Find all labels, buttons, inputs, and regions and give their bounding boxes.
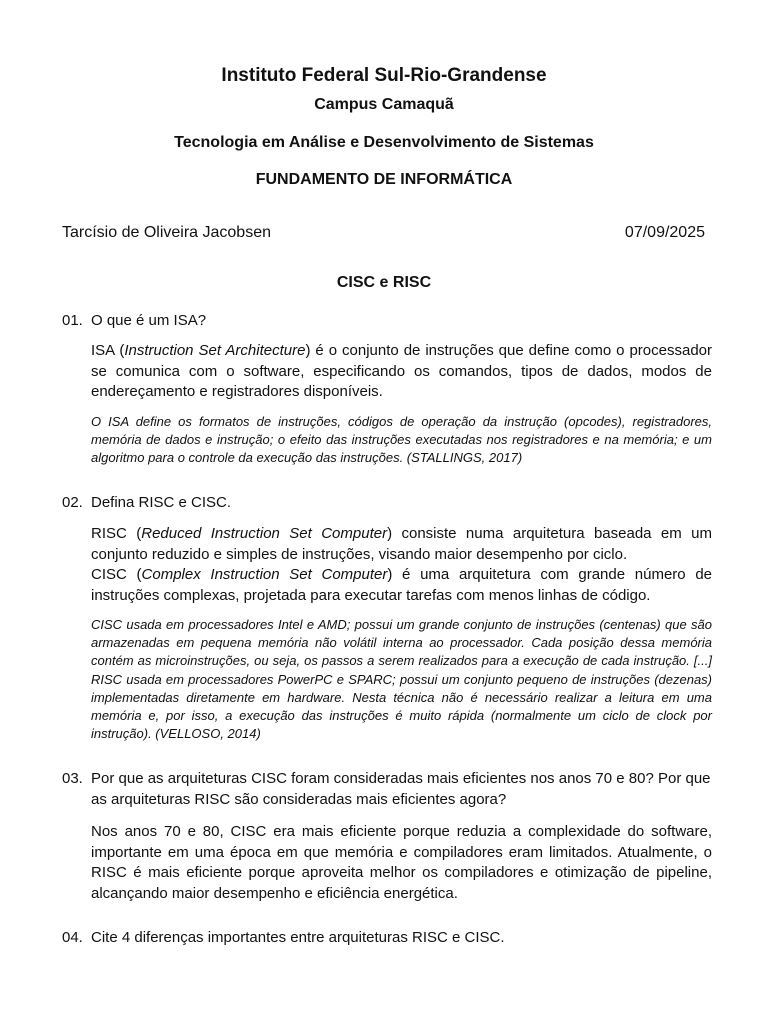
citation-02: CISC usada em processadores Intel e AMD; possui um grande conjunto de instruções (centenas) que são armazenadas em pequena memória não volátil interna ao processador. Cada posição dessa memória contém as microinstruções, ou seja, os passos a serem realizados para a execução de cada instrução. [...] RISC usada em processadores PowerPC e SPARC; possui um conjunto pequeno de instruções (dezenas) implementadas diretamente em hardware. Nesta técnica não é necessário realizar a leitura em uma memória e, por isso, a execução das instruções é muito rápida (normalmente um ciclo de clock por instrução). (VELLOSO, 2014) bbox=[91, 617, 712, 742]
answer-term: Instruction Set Architecture bbox=[124, 342, 306, 359]
citation-01: O ISA define os formatos de instruções, códigos de operação da instrução (opcodes), registradores, memória de dados e instrução; o efeito das instruções executadas nos registradores e na memória; e um algoritmo para o controle da execução das instruções. (STALLINGS, 2017) bbox=[91, 414, 712, 466]
subject-name: FUNDAMENTO DE INFORMÁTICA bbox=[255, 171, 513, 188]
question-01 bbox=[62, 310, 712, 331]
author-name: Tarcísio de Oliveira Jacobsen bbox=[62, 224, 271, 241]
question-03 bbox=[62, 768, 712, 810]
answer-text: RISC ( bbox=[91, 525, 142, 542]
document-date: 07/09/2025 bbox=[624, 224, 705, 241]
answer-term: Complex Instruction Set Computer bbox=[141, 566, 388, 583]
answer-term: Reduced Instruction Set Computer bbox=[141, 525, 388, 542]
question-text: Cite 4 diferenças importantes entre arquiteturas RISC e CISC. bbox=[91, 929, 505, 946]
answer-03: Nos anos 70 e 80, CISC era mais eficiente porque reduzia a complexidade do software, importante em uma época em que memória e compiladores eram limitados. Atualmente, o RISC é mais eficiente porque aproveita melhor os compiladores e otimização de pipeline, alcançando maior desempenho e eficiência energética. bbox=[91, 823, 712, 902]
question-04 bbox=[62, 927, 712, 948]
answer-01 bbox=[91, 341, 712, 403]
question-text: O que é um ISA? bbox=[91, 312, 207, 329]
question-number: 02. bbox=[62, 494, 83, 511]
answer-02 bbox=[91, 524, 712, 606]
question-number: 01. bbox=[62, 312, 83, 329]
answer-text: ISA ( bbox=[91, 342, 125, 359]
question-number: 04. bbox=[62, 929, 83, 946]
institution-title: Instituto Federal Sul-Rio-Grandense bbox=[221, 65, 547, 86]
document-topic: CISC e RISC bbox=[336, 274, 432, 291]
question-text: Defina RISC e CISC. bbox=[91, 494, 232, 511]
answer-text: ) é uma arquitetura com grande número de instruções complexas, projetada para executar tarefas com menos linhas de código. bbox=[91, 566, 712, 604]
campus-name: Campus Camaquã bbox=[314, 96, 454, 113]
course-name: Tecnologia em Análise e Desenvolvimento de Sistemas bbox=[174, 134, 594, 151]
answer-text: ) consiste numa arquitetura baseada em um conjunto reduzido e simples de instruções, visando maior desempenho por ciclo. bbox=[91, 525, 713, 563]
answer-text: CISC ( bbox=[91, 566, 142, 583]
question-number: 03. bbox=[62, 770, 83, 787]
question-02 bbox=[62, 492, 712, 513]
answer-text: ) é o conjunto de instruções que define como o processador se comunica com o software, especificando os comandos, tipos de dados, modos de endereçamento e registradores disponíveis. bbox=[91, 342, 712, 400]
question-text: Por que as arquiteturas CISC foram consideradas mais eficientes nos anos 70 e 80? Por que as arquiteturas RISC são consideradas mais eficientes agora? bbox=[91, 770, 711, 808]
